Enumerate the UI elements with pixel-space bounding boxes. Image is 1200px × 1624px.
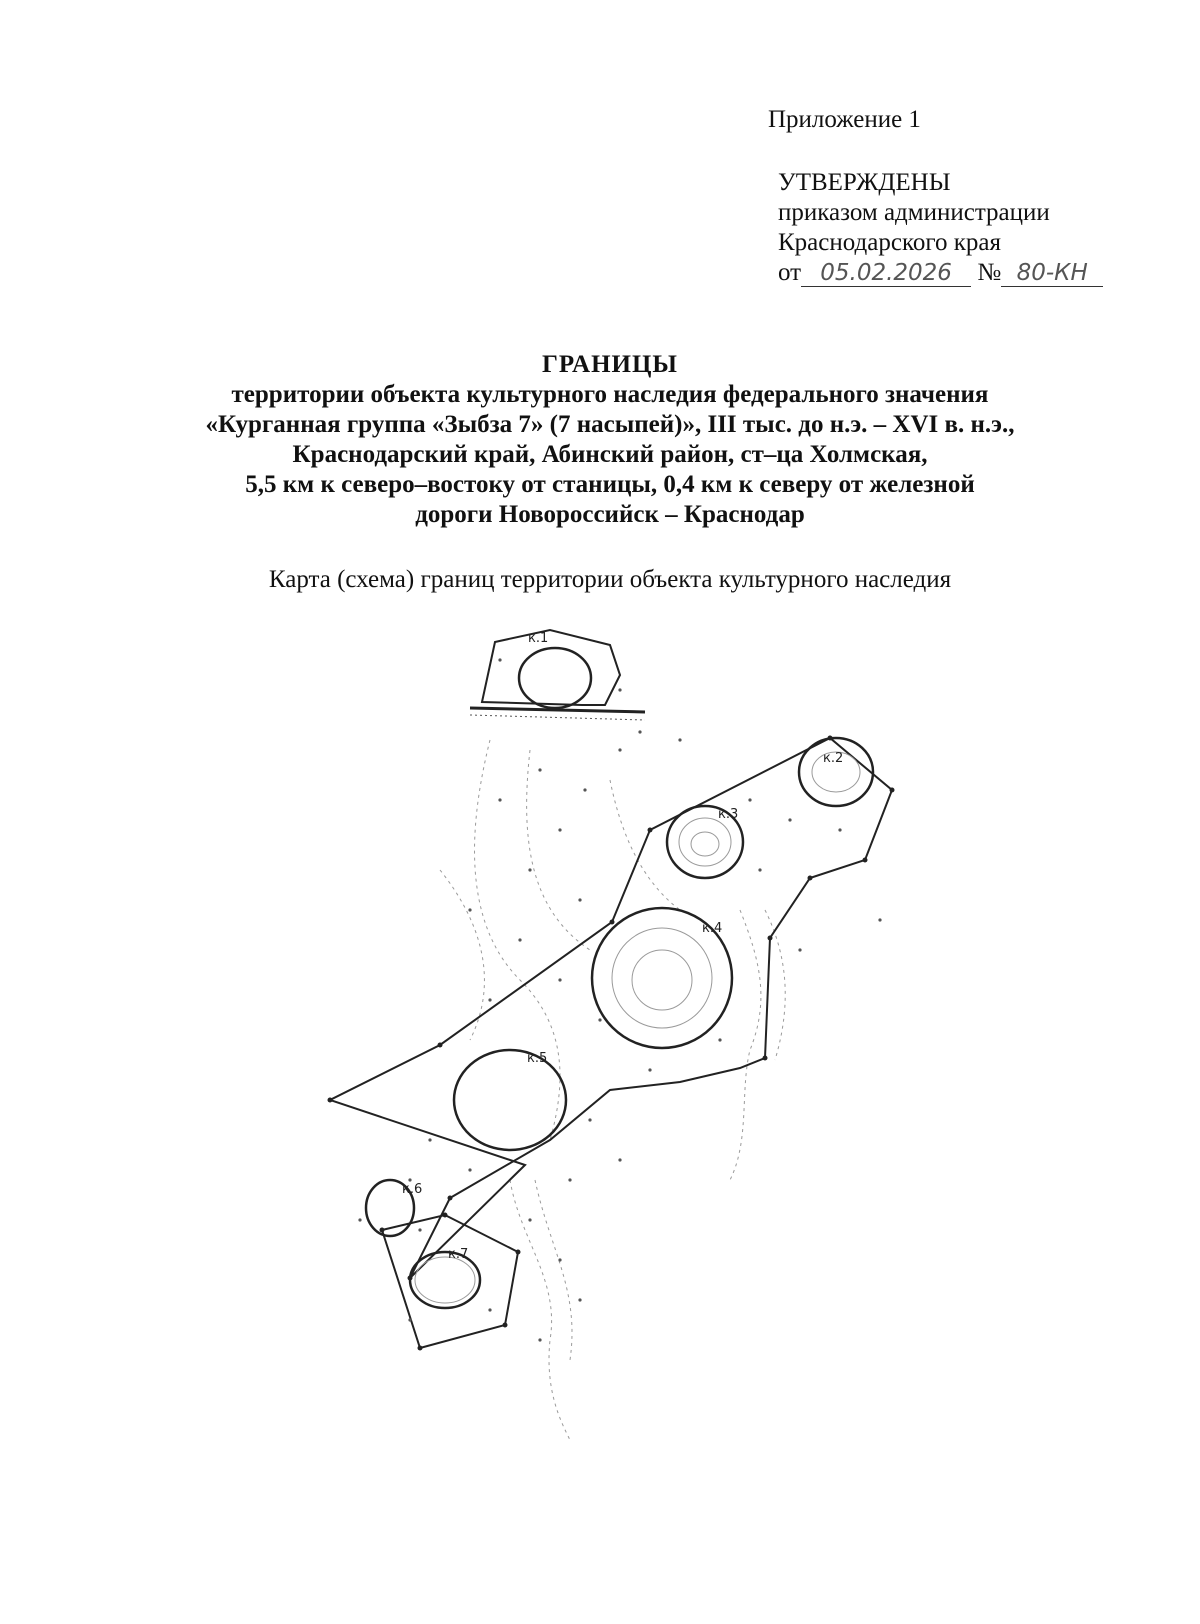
mound-1-boundary [482, 630, 620, 705]
mound-label: к.5 [527, 1051, 548, 1066]
approval-block [778, 168, 1103, 288]
title-line: «Курганная группа «Зыбза 7» (7 насыпей)», III тыс. до н.э. – XVI в. н.э., [205, 411, 1015, 438]
document-title [150, 350, 1070, 530]
number-prefix: № [977, 259, 1002, 286]
handwritten-date: 05.02.2026 [801, 260, 971, 287]
approval-line-1: приказом администрации [778, 199, 1050, 226]
handwritten-number: 80-КН [1001, 260, 1103, 287]
map-caption: Карта (схема) границ территории объекта культурного наследия [268, 566, 952, 593]
mound-label: к.4 [702, 921, 723, 936]
mound-7-boundary [382, 1215, 518, 1348]
mound-contours [415, 752, 860, 1303]
approval-heading: УТВЕРЖДЕНЫ [778, 169, 951, 196]
contour-line [510, 1180, 570, 1440]
title-line: Краснодарский край, Абинский район, ст–ца Холмская, [292, 441, 928, 468]
survey-points [358, 658, 881, 1341]
main-boundary [330, 738, 892, 1278]
boundary-map-drawing [320, 620, 940, 1450]
mound-5 [454, 1050, 566, 1150]
title-line: дороги Новороссийск – Краснодар [415, 501, 805, 528]
contour-line [610, 780, 680, 910]
contour-line [527, 750, 590, 950]
mound-label: к.3 [718, 807, 739, 822]
mound-label: к.6 [402, 1182, 423, 1197]
mound-2 [799, 738, 873, 806]
railway-line [470, 715, 645, 720]
mound-label: к.1 [528, 631, 549, 646]
contour-line [535, 1180, 572, 1360]
contour-line [730, 910, 761, 1180]
boundary-map [320, 620, 940, 1450]
annex-label: Приложение 1 [768, 106, 921, 133]
mound-label: к.7 [448, 1247, 469, 1262]
title-main: ГРАНИЦЫ [542, 351, 678, 378]
date-prefix: от [778, 259, 802, 286]
title-line: 5,5 км к северо–востоку от станицы, 0,4 км к северу от железной [245, 471, 975, 498]
approval-line-2: Краснодарского края [778, 229, 1001, 256]
mound-7 [410, 1252, 480, 1308]
title-line: территории объекта культурного наследия федерального значения [231, 381, 989, 408]
approval-date-line [778, 258, 1103, 288]
mound-1 [519, 648, 591, 708]
contour-line [475, 740, 560, 1140]
boundary-vertices [328, 736, 895, 1351]
mound-label: к.2 [823, 751, 844, 766]
